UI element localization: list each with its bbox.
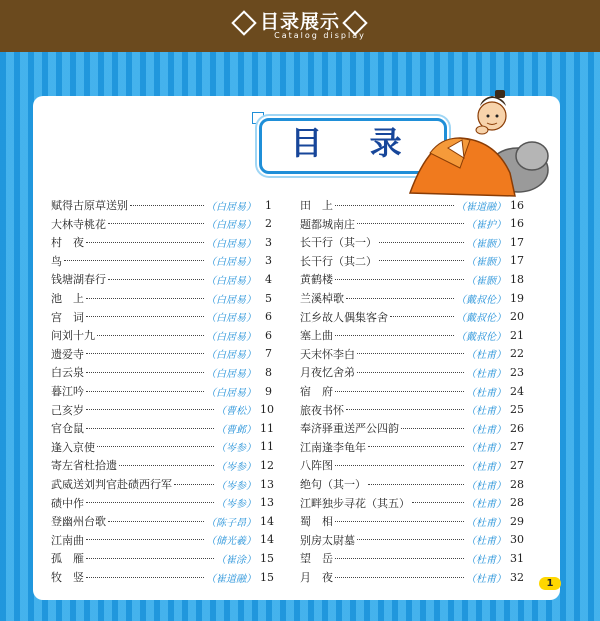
toc-entry-title: 长干行（其二） xyxy=(300,254,377,268)
toc-entry-author: （白居易） xyxy=(206,257,256,269)
toc-entry-page: 11 xyxy=(260,440,274,454)
toc-entry-page: 15 xyxy=(260,551,274,565)
toc-entry-author: （白居易） xyxy=(206,201,256,213)
toc-entry-author: （杜甫） xyxy=(466,387,506,399)
toc-entry-title: 蜀 相 xyxy=(300,515,333,529)
toc-entry-author: （岑参） xyxy=(216,480,256,492)
toc-entry[interactable] xyxy=(300,345,522,363)
dot-leader xyxy=(86,316,204,317)
toc-entry-author: （崔颢） xyxy=(466,275,506,287)
toc-entry-author: （崔道融） xyxy=(206,573,256,585)
toc-entry-page: 15 xyxy=(260,570,274,584)
toc-entry-author: （杜甫） xyxy=(466,480,506,492)
dot-leader xyxy=(86,409,214,410)
toc-entry-author: （曹松） xyxy=(216,406,256,418)
dot-leader xyxy=(119,465,214,466)
toc-entry-page: 23 xyxy=(510,365,524,379)
toc-entry-author: （崔护） xyxy=(466,220,506,232)
dot-leader xyxy=(335,205,454,206)
toc-entry-title: 月夜忆舍弟 xyxy=(300,366,355,380)
toc-entry-author: （岑参） xyxy=(216,499,256,511)
toc-entry-page: 1 xyxy=(265,198,272,212)
toc-entry[interactable] xyxy=(51,289,272,307)
toc-entry[interactable] xyxy=(300,401,522,419)
toc-entry-title: 宫 词 xyxy=(51,310,84,324)
toc-entry-page: 26 xyxy=(510,421,524,435)
dot-leader xyxy=(357,372,464,373)
dot-leader xyxy=(335,279,464,280)
toc-entry[interactable] xyxy=(51,401,272,419)
dot-leader xyxy=(335,335,454,336)
dot-leader xyxy=(357,353,464,354)
toc-entry-author: （杜甫） xyxy=(466,554,506,566)
toc-entry-author: （崔颢） xyxy=(466,257,506,269)
dot-leader xyxy=(86,502,214,503)
toc-entry[interactable] xyxy=(300,494,522,512)
toc-entry-title: 牧 竖 xyxy=(51,571,84,584)
toc-entry[interactable] xyxy=(300,270,522,288)
toc-entry[interactable] xyxy=(300,568,522,586)
dot-leader xyxy=(390,316,454,317)
toc-entry[interactable] xyxy=(300,326,522,344)
toc-entry-page: 29 xyxy=(510,514,524,528)
dot-leader xyxy=(86,353,204,354)
toc-entry-page: 9 xyxy=(265,384,272,398)
dot-leader xyxy=(368,484,464,485)
toc-entry[interactable] xyxy=(300,438,522,456)
dot-leader xyxy=(86,539,204,540)
toc-entry[interactable] xyxy=(51,196,272,214)
dot-leader xyxy=(346,298,454,299)
header-subtitle: Catalog display xyxy=(274,31,366,40)
toc-entry-author: （曹邺） xyxy=(216,424,256,436)
dot-leader xyxy=(86,372,204,373)
toc-entry-title: 白云泉 xyxy=(51,366,84,380)
toc-entry-title: 孤 雁 xyxy=(51,552,84,566)
dot-leader xyxy=(174,484,214,485)
toc-entry[interactable] xyxy=(51,531,272,549)
toc-entry-page: 14 xyxy=(260,514,274,528)
toc-entry-author: （杜甫） xyxy=(466,499,506,511)
dot-leader xyxy=(412,502,464,503)
toc-entry-title: 兰溪棹歌 xyxy=(300,292,344,305)
toc-entry[interactable] xyxy=(51,382,272,400)
toc-entry-title: 田 上 xyxy=(300,199,333,212)
toc-entry-author: （戴叔伦） xyxy=(456,313,506,325)
dot-leader xyxy=(335,391,464,392)
toc-entry-title: 长干行（其一） xyxy=(300,236,377,250)
toc-entry-title: 江乡故人偶集客舍 xyxy=(300,310,388,324)
dot-leader xyxy=(130,205,204,206)
toc-entry-title: 寄左省杜拾遗 xyxy=(51,459,117,473)
toc-entry[interactable] xyxy=(51,494,272,512)
toc-entry[interactable] xyxy=(300,475,522,493)
toc-entry-title: 登幽州台歌 xyxy=(51,515,106,529)
toc-entry-page: 13 xyxy=(260,477,274,491)
toc-entry-page: 8 xyxy=(265,365,272,379)
dot-leader xyxy=(86,428,214,429)
toc-entry-author: （白居易） xyxy=(206,350,256,362)
toc-entry-page: 13 xyxy=(260,496,274,510)
toc-entry-page: 14 xyxy=(260,533,274,547)
toc-entry-page: 16 xyxy=(510,198,524,212)
toc-entry-title: 塞上曲 xyxy=(300,329,333,343)
toc-entry-author: （杜甫） xyxy=(466,536,506,548)
toc-entry-title: 题都城南庄 xyxy=(300,217,355,231)
toc-entry-title: 官仓鼠 xyxy=(51,422,84,436)
toc-entry-page: 16 xyxy=(510,217,524,231)
toc-entry[interactable] xyxy=(300,308,522,326)
toc-entry[interactable] xyxy=(300,419,522,437)
toc-entry[interactable] xyxy=(51,215,272,233)
toc-entry-title: 村 夜 xyxy=(51,236,84,250)
dot-leader xyxy=(357,223,464,224)
dot-leader xyxy=(108,223,204,224)
toc-entry-page: 12 xyxy=(260,458,274,472)
toc-entry-title: 钱塘湖春行 xyxy=(51,273,106,287)
dot-leader xyxy=(86,558,214,559)
toc-entry-author: （崔道融） xyxy=(456,201,506,213)
toc-entry-author: （白居易） xyxy=(206,294,256,306)
toc-entry-author: （杜甫） xyxy=(466,443,506,455)
toc-entry-page: 18 xyxy=(510,272,524,286)
toc-entry-author: （崔涂） xyxy=(216,554,256,566)
toc-entry-page: 24 xyxy=(510,384,524,398)
toc-entry-author: （杜甫） xyxy=(466,406,506,418)
toc-entry-page: 17 xyxy=(510,235,524,249)
toc-entry[interactable] xyxy=(51,252,272,270)
toc-entry[interactable] xyxy=(300,382,522,400)
toc-entry-author: （储光羲） xyxy=(206,536,256,548)
dot-leader xyxy=(357,539,464,540)
dot-leader xyxy=(86,298,204,299)
toc-entry-author: （岑参） xyxy=(216,461,256,473)
toc-entry-author: （白居易） xyxy=(206,331,256,343)
toc-entry-page: 21 xyxy=(510,328,524,342)
toc-entry-author: （白居易） xyxy=(206,238,256,250)
toc-entry[interactable] xyxy=(51,233,272,251)
dot-leader xyxy=(97,335,204,336)
toc-entry[interactable] xyxy=(51,568,272,586)
toc-entry[interactable] xyxy=(51,270,272,288)
toc-entry-title: 己亥岁 xyxy=(51,403,84,417)
header-banner xyxy=(0,0,600,52)
toc-entry[interactable] xyxy=(51,363,272,381)
toc-entry[interactable] xyxy=(51,419,272,437)
toc-entry-title: 奉济驿重送严公四韵 xyxy=(300,422,399,436)
toc-entry[interactable] xyxy=(300,512,522,530)
toc-entry[interactable] xyxy=(300,252,522,270)
toc-entry-title: 天末怀李白 xyxy=(300,347,355,361)
toc-entry-page: 17 xyxy=(510,254,524,268)
toc-entry[interactable] xyxy=(300,531,522,549)
toc-entry-title: 宿 府 xyxy=(300,385,333,398)
dot-leader xyxy=(108,521,204,522)
toc-entry-author: （岑参） xyxy=(216,443,256,455)
toc-entry[interactable] xyxy=(51,345,272,363)
toc-entry-page: 31 xyxy=(510,551,524,565)
toc-entry[interactable] xyxy=(51,456,272,474)
toc-entry-title: 武威送刘判官赴碛西行军 xyxy=(51,478,172,491)
scholar-illustration xyxy=(400,78,550,198)
toc-entry-title: 大林寺桃花 xyxy=(51,217,106,231)
dot-leader xyxy=(86,577,204,578)
toc-entry-title: 江南逢李龟年 xyxy=(300,440,366,454)
dot-leader xyxy=(64,260,204,261)
toc-entry-author: （白居易） xyxy=(206,387,256,399)
toc-entry-title: 月 夜 xyxy=(300,571,333,584)
toc-entry-page: 32 xyxy=(510,570,524,584)
toc-entry-title: 八阵图 xyxy=(300,459,333,473)
toc-entry-title: 遗爱寺 xyxy=(51,347,84,361)
toc-entry-page: 28 xyxy=(510,496,524,510)
toc-entry-page: 7 xyxy=(265,347,272,361)
toc-entry-page: 11 xyxy=(260,421,274,435)
toc-entry[interactable] xyxy=(300,215,522,233)
dot-leader xyxy=(335,521,464,522)
toc-entry-page: 6 xyxy=(265,310,272,324)
toc-entry-author: （杜甫） xyxy=(466,368,506,380)
toc-entry-title: 江南曲 xyxy=(51,533,84,547)
toc-entry[interactable] xyxy=(300,289,522,307)
dot-leader xyxy=(401,428,464,429)
dot-leader xyxy=(346,409,464,410)
toc-entry-page: 30 xyxy=(510,533,524,547)
toc-entry-title: 池 上 xyxy=(51,292,84,305)
toc-entry-author: （杜甫） xyxy=(466,461,506,473)
toc-entry-author: （白居易） xyxy=(206,313,256,325)
toc-entry[interactable] xyxy=(300,456,522,474)
toc-entry-title: 绝句（其一） xyxy=(300,478,366,491)
toc-entry-page: 6 xyxy=(265,328,272,342)
dot-leader xyxy=(86,391,204,392)
toc-entry-author: （陈子昂） xyxy=(206,517,256,529)
dot-leader xyxy=(335,465,464,466)
toc-entry-author: （杜甫） xyxy=(466,573,506,585)
toc-entry-title: 逢入京使 xyxy=(51,440,95,454)
toc-entry[interactable] xyxy=(300,233,522,251)
dot-leader xyxy=(97,446,214,447)
toc-entry-author: （白居易） xyxy=(206,368,256,380)
dot-leader xyxy=(335,577,464,578)
toc-entry-title: 黄鹤楼 xyxy=(300,273,333,287)
toc-entry-page: 4 xyxy=(265,272,272,286)
toc-entry-author: （白居易） xyxy=(206,220,256,232)
toc-entry-title: 赋得古原草送别 xyxy=(51,199,128,212)
toc-entry[interactable] xyxy=(300,363,522,381)
toc-entry-author: （戴叔伦） xyxy=(456,331,506,343)
toc-entry-page: 19 xyxy=(510,291,524,305)
toc-entry-page: 10 xyxy=(260,403,274,417)
dot-leader xyxy=(108,279,204,280)
page-title: 目 录 xyxy=(290,124,420,162)
toc-entry[interactable] xyxy=(51,512,272,530)
toc-entry[interactable] xyxy=(51,308,272,326)
toc-entry-page: 20 xyxy=(510,310,524,324)
toc-entry[interactable] xyxy=(300,549,522,567)
toc-entry-page: 25 xyxy=(510,403,524,417)
toc-entry-title: 江畔独步寻花（其五） xyxy=(300,496,410,510)
toc-entry-page: 2 xyxy=(265,217,272,231)
toc-entry-title: 望 岳 xyxy=(300,552,333,566)
toc-entry-page: 28 xyxy=(510,477,524,491)
dot-leader xyxy=(335,558,464,559)
toc-entry-page: 3 xyxy=(265,254,272,268)
toc-entry-title: 问刘十九 xyxy=(51,329,95,343)
header-title: 目录展示 xyxy=(259,11,340,33)
toc-entry-page: 3 xyxy=(265,235,272,249)
toc-entry-title: 旅夜书怀 xyxy=(300,403,344,417)
toc-entry-author: （杜甫） xyxy=(466,517,506,529)
toc-entry[interactable] xyxy=(51,475,272,493)
toc-entry-title: 碛中作 xyxy=(51,496,84,510)
toc-entry-author: （戴叔伦） xyxy=(456,294,506,306)
toc-entry[interactable] xyxy=(300,196,522,214)
dot-leader xyxy=(379,260,464,261)
toc-entry[interactable] xyxy=(51,326,272,344)
toc-entry-page: 27 xyxy=(510,458,524,472)
toc-entry-author: （崔颢） xyxy=(466,238,506,250)
dot-leader xyxy=(379,242,464,243)
toc-entry-title: 暮江吟 xyxy=(51,385,84,398)
toc-entry[interactable] xyxy=(51,549,272,567)
dot-leader xyxy=(368,446,464,447)
toc-entry-page: 5 xyxy=(265,291,272,305)
toc-entry-title: 鸟 xyxy=(51,254,62,268)
dot-leader xyxy=(86,242,204,243)
toc-entry-author: （白居易） xyxy=(206,275,256,287)
toc-entry-page: 27 xyxy=(510,440,524,454)
toc-entry[interactable] xyxy=(51,438,272,456)
toc-entry-author: （杜甫） xyxy=(466,350,506,362)
toc-entry-page: 22 xyxy=(510,347,524,361)
toc-entry-title: 别房太尉墓 xyxy=(300,533,355,547)
page-number: 1 xyxy=(539,577,561,590)
toc-entry-author: （杜甫） xyxy=(466,424,506,436)
